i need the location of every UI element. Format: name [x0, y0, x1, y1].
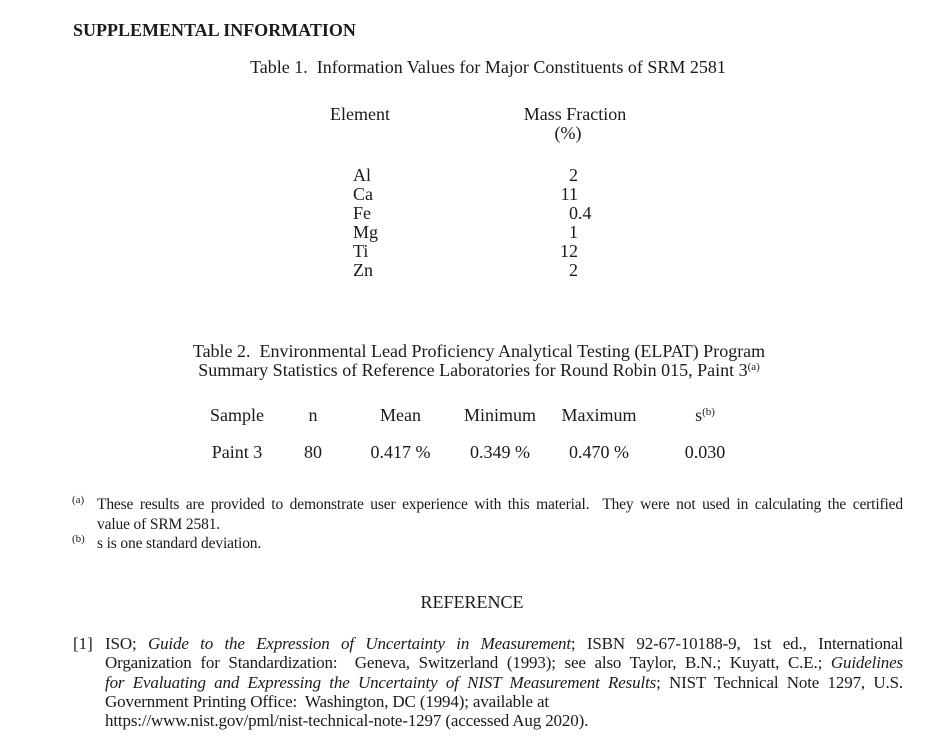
table1-caption: Table 1. Information Values for Major Constituents of SRM 2581	[250, 57, 726, 77]
footnote-a	[97, 495, 903, 534]
table1-header-element: Element	[330, 104, 390, 124]
reference-line	[105, 653, 903, 672]
reference-text: Organization for Standardization: Geneva, Switzerland (1993); see also Taylor, B.N.; Kuyatt, C.E.;	[105, 653, 831, 673]
footnote-a-line2: value of SRM 2581.	[97, 515, 221, 533]
reference-heading: REFERENCE	[420, 592, 524, 612]
minimum-value: 0.349 %	[470, 442, 530, 462]
reference-text: ; NIST Technical Note 1297, U.S.	[656, 672, 903, 692]
reference-line	[105, 634, 903, 653]
element-symbol: Ti	[353, 241, 369, 261]
mass-fraction-value: 2	[569, 165, 578, 185]
table2-header-maximum: Maximum	[561, 405, 637, 425]
table2-header-sample: Sample	[210, 405, 264, 425]
table2-header-minimum: Minimum	[463, 405, 536, 425]
mass-fraction-value: 0	[569, 203, 578, 223]
element-symbol: Ca	[353, 184, 373, 204]
section-heading: SUPPLEMENTAL INFORMATION	[73, 20, 356, 40]
table1-row	[0, 203, 939, 222]
mass-fraction-value: 2	[569, 260, 578, 280]
footnote-b-line1: s is one standard deviation.	[97, 535, 262, 552]
table2-caption-text: Summary Statistics of Reference Laboratories for Round Robin 015, Paint 3	[198, 360, 748, 380]
s-value: 0.030	[684, 442, 726, 462]
reference-item-marker: [1]	[73, 634, 93, 653]
reference-title-italic: for Evaluating and Expressing the Uncertainty of NIST Measurement Results	[105, 672, 657, 692]
reference-title-italic: Guidelines	[830, 653, 903, 673]
s-symbol: s	[695, 405, 703, 425]
footnote-a-ref: (a)	[747, 361, 760, 373]
reference-text: ISO;	[105, 634, 148, 653]
table1-header-mass-fraction: Mass Fraction	[523, 104, 627, 124]
reference-line	[105, 711, 903, 730]
table1-row	[0, 241, 939, 260]
reference-line	[105, 692, 903, 711]
table1-row	[0, 222, 939, 241]
maximum-value: 0.470 %	[569, 442, 629, 462]
table2-caption-line1: Table 2. Environmental Lead Proficiency Analytical Testing (ELPAT) Program	[192, 341, 766, 361]
footnote-a-line1: These results are provided to demonstrate user experience with this material. They were not used in calculating the certified	[97, 496, 903, 513]
table2-header-mean: Mean	[380, 405, 421, 425]
reference-text: Government Printing Office: Washington, DC (1994); available at	[105, 691, 550, 711]
footnote-b-marker: (b)	[72, 533, 85, 545]
sample-value: Paint 3	[211, 442, 263, 462]
mass-fraction-decimal: .4	[578, 203, 592, 223]
table2-header-n: n	[308, 405, 318, 425]
table1-row	[0, 260, 939, 279]
reference-url: https://www.nist.gov/pml/nist-technical-note-1297	[105, 711, 442, 731]
reference-item	[105, 634, 903, 730]
table2-header-s	[670, 405, 740, 426]
mean-value: 0.417 %	[370, 442, 431, 462]
footnote-a-marker: (a)	[72, 494, 85, 506]
element-symbol: Al	[353, 165, 371, 185]
n-value: 80	[304, 442, 322, 462]
element-symbol: Fe	[353, 203, 371, 223]
table2-header-row	[0, 405, 939, 425]
element-symbol: Zn	[353, 260, 373, 280]
footnote-b-ref: (b)	[702, 406, 715, 418]
reference-text: ; ISBN 92-67-10188-9, 1st ed., International	[570, 634, 904, 653]
reference-text: (accessed Aug 2020).	[441, 711, 589, 731]
element-symbol: Mg	[353, 222, 379, 242]
reference-line	[105, 673, 903, 692]
mass-fraction-value: 11	[560, 184, 578, 204]
mass-fraction-value: 12	[560, 241, 578, 261]
mass-fraction-value: 1	[569, 222, 578, 242]
table1-row	[0, 165, 939, 184]
footnote-b	[97, 534, 903, 554]
table1-row	[0, 184, 939, 203]
table2-caption-line2	[64, 360, 894, 381]
table1-header-unit: (%)	[554, 123, 582, 143]
table2-data-row	[0, 442, 939, 462]
reference-title-italic: Guide to the Expression of Uncertainty in Measurement	[147, 634, 571, 653]
